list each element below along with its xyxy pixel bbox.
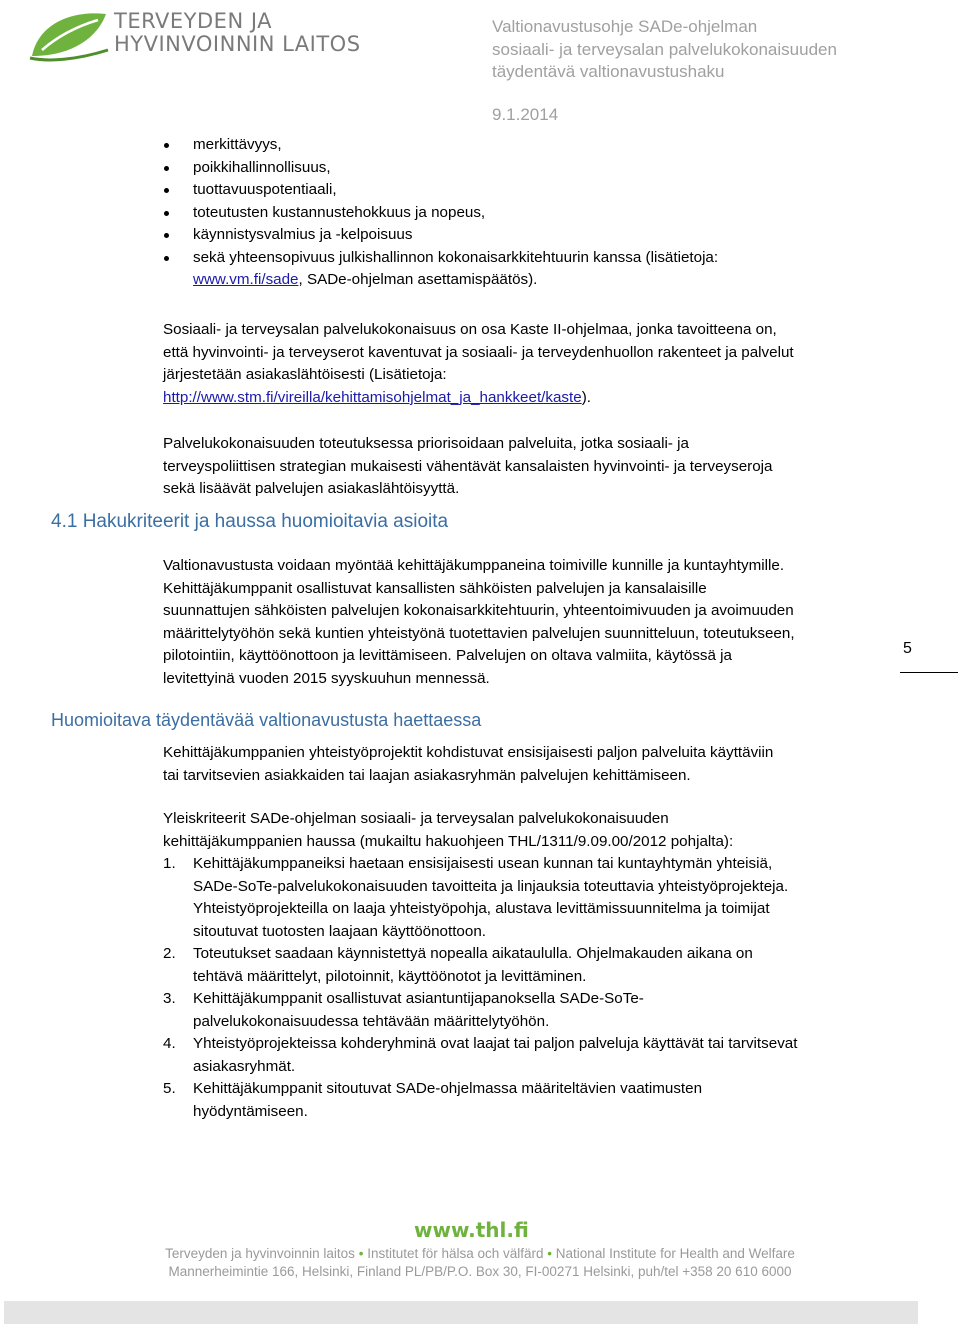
list-item: sekä yhteensopivuus julkishallinnon kokonaisarkkitehtuurin kanssa (lisätietoja: www.vm.fi/sade, SADe-ohjelman asettamispäätös). (164, 247, 884, 292)
list-item: toteutusten kustannustehokkuus ja nopeus, (164, 202, 884, 225)
priorities-paragraph: Palvelukokonaisuuden toteutuksessa priorisoidaan palveluita, jotka sosiaali- ja terveyspoliittisen strategian mukaisesti vähentävät kansalaisten hyvinvointi- ja terveyseroja sekä lisäävät palvelujen asiakaslähtöisyyttä. (163, 435, 773, 497)
kaste-paragraph: Sosiaali- ja terveysalan palvelukokonaisuus on osa Kaste II-ohjelmaa, jonka tavoitteena on, että hyvinvointi- ja terveyserot kaventuvat ja sosiaali- ja terveydenhuollon rakenteet ja palvelut järjestetään asiakaslähtöisesti (Lisätietoja: http://www.stm.fi/vireilla/kehittamisohjelmat_ja_hankkeet/kaste). (163, 321, 794, 406)
logo-wordmark (114, 10, 361, 56)
list-item: 3. Kehittäjäkumppanit osallistuvat asiantuntijapanoksella SADe-SoTe- palvelukokonaisuudessa tehtävään määrittelytyöhön. (163, 990, 644, 1030)
document-date: 9.1.2014 (492, 105, 559, 124)
kaste-link[interactable]: http://www.stm.fi/vireilla/kehittamisohjelmat_ja_hankkeet/kaste (163, 388, 582, 406)
eligibility-paragraph: Valtionavustusta voidaan myöntää kehittäjäkumppaneina toimiville kunnille ja kuntayhtymille. Kehittäjäkumppanit osallistuvat kansallisten sähköisten palvelujen ja kansalaisille suunnattujen sähköisten palvelujen kokonaisarkkitehtuurin, yhteentoimivuuden ja avoimuuden määrittelytyöhön sekä kuntien yhteistyönä tuotettavien palvelujen suunnitteluun, toteutukseen, pilotointiin, käyttöönottoon ja levittämiseen. Palvelujen on oltava valmiita, käytössä ja levitettyinä vuoden 2015 syyskuuhun mennessä. (163, 557, 795, 687)
bullet-icon (164, 143, 169, 148)
section-heading-4-1: 4.1 Hakukriteerit ja haussa huomioitavia asioita (51, 511, 449, 532)
criteria-bullet-list (164, 134, 884, 292)
bullet-icon (164, 233, 169, 238)
page-number-rule (900, 672, 958, 673)
general-criteria-list (163, 853, 883, 1123)
document-title-line-1: Valtionavustusohje SADe-ohjelman (492, 17, 758, 36)
vm-sade-link[interactable]: www.vm.fi/sade (193, 271, 299, 288)
list-item: 2. Toteutukset saadaan käynnistettyä nopealla aikataululla. Ohjelmakauden aikana on tehtävä määrittelyt, pilotoinnit, käyttöönotot ja levittäminen. (163, 945, 753, 985)
general-criteria-paragraph: Yleiskriteerit SADe-ohjelman sosiaali- ja terveysalan palvelukokonaisuuden kehittäjäkumppanien haussa (mukailtu hakuohjeen THL/1311/9.09.00/2012 pohjalta): (163, 810, 734, 850)
thl-leaf-icon (28, 6, 114, 66)
document-title (492, 16, 837, 84)
logo-line-1: TERVEYDEN JA (114, 9, 273, 33)
section-heading-supplementary: Huomioitava täydentävää valtionavustusta haettaessa (51, 710, 482, 730)
document-title-line-3: täydentävä valtionavustushaku (492, 62, 725, 81)
list-item: käynnistysvalmius ja -kelpoisuus (164, 224, 884, 247)
bullet-icon (164, 256, 169, 261)
page-number: 5 (903, 640, 912, 657)
footer-website-link[interactable]: www.thl.fi (414, 1218, 529, 1242)
bullet-icon (164, 166, 169, 171)
footer-address: Mannerheimintie 166, Helsinki, Finland PL/PB/P.O. Box 30, FI-00271 Helsinki, puh/tel +358 20 610 6000 (168, 1264, 792, 1279)
list-item: tuottavuuspotentiaali, (164, 179, 884, 202)
bullet-icon (164, 211, 169, 216)
list-item: merkittävyys, (164, 134, 884, 157)
footer-bar (4, 1301, 918, 1324)
list-item: 4. Yhteistyöprojekteissa kohderyhminä ovat laajat tai paljon palveluja käyttävät tai tarvitsevat asiakasryhmät. (163, 1035, 798, 1075)
list-item: 5. Kehittäjäkumppanit sitoutuvat SADe-ohjelmassa määriteltävien vaatimusten hyödyntämiseen. (163, 1080, 703, 1120)
footer-separator: • (547, 1246, 553, 1261)
logo-line-2: HYVINVOINNIN LAITOS (114, 32, 361, 56)
footer-organisation-names: Terveyden ja hyvinvoinnin laitos • Institutet för hälsa och välfärd • National Institute for Health and Welfare (165, 1246, 795, 1261)
target-paragraph: Kehittäjäkumppanien yhteistyöprojektit kohdistuvat ensisijaisesti paljon palveluita käyttäviin tai tarvitsevien asiakkaiden tai laajan asiakasryhmän palvelujen kehittämiseen. (163, 744, 774, 784)
list-item: 1. Kehittäjäkumppaneiksi haetaan ensisijaisesti usean kunnan tai kuntayhtymän yhteisiä, SADe-SoTe-palvelukokonaisuuden tavoitteita ja linjauksia toteuttavia yhteistyöprojekteja. Yhteistyöprojekteilla on laaja yhteistyöpohja, alustava levittämissuunnitelma ja toimijat sitoutuvat tuotosten laajaan käyttöönottoon. (163, 855, 789, 940)
footer-separator: • (358, 1246, 364, 1261)
document-title-line-2: sosiaali- ja terveysalan palvelukokonaisuuden (492, 39, 837, 59)
list-item: poikkihallinnollisuus, (164, 157, 884, 180)
bullet-icon (164, 188, 169, 193)
